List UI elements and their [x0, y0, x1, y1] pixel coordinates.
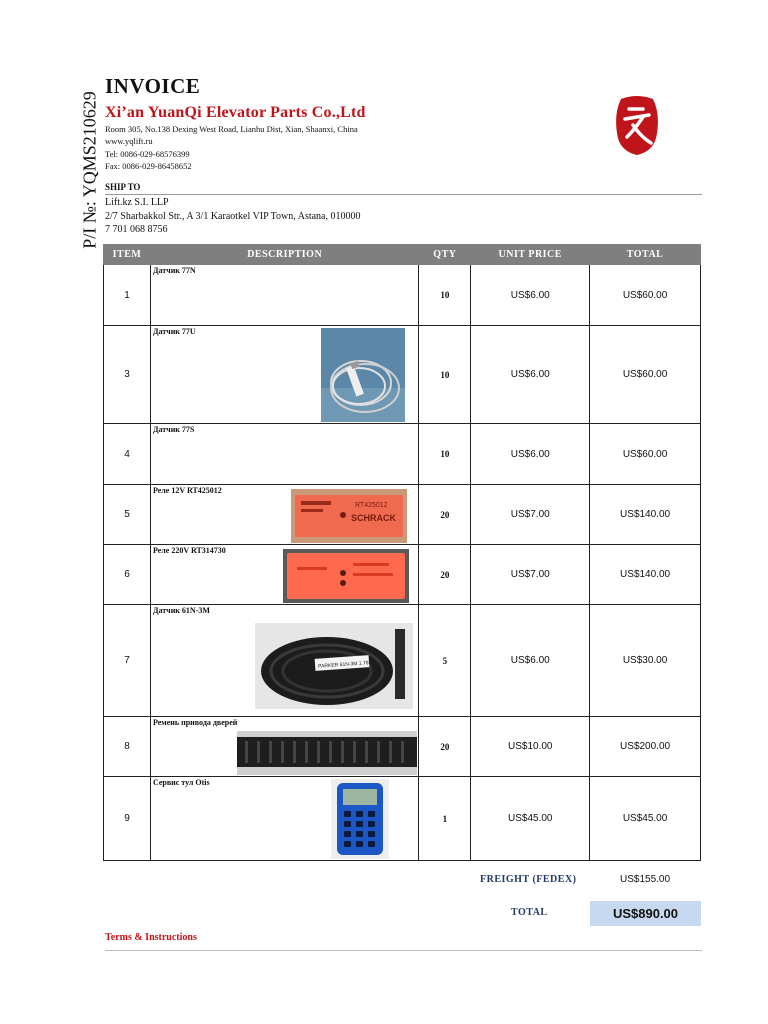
item-description	[150, 545, 418, 605]
table-row	[104, 717, 701, 777]
item-number: 9	[104, 777, 151, 861]
freight-label: FREIGHT (FEDEX)	[480, 874, 577, 885]
item-unit-price: US$7.00	[471, 545, 590, 605]
item-description-text: Датчик 61N-3M	[152, 606, 210, 615]
items-table	[103, 244, 701, 861]
total-label: TOTAL	[511, 907, 548, 918]
header-unit-price: UNIT PRICE	[471, 245, 590, 265]
sensor-cable-image	[321, 328, 405, 422]
table-header-row	[104, 245, 701, 265]
relay-model-text: RT425012	[354, 502, 388, 509]
item-description	[150, 717, 418, 777]
pi-number	[74, 90, 106, 250]
table-row	[104, 326, 701, 424]
company-logo-icon	[613, 93, 661, 157]
item-description-text: Датчик 77U	[152, 327, 196, 336]
item-description	[150, 326, 418, 424]
ship-to-block	[105, 196, 361, 237]
item-number: 1	[104, 265, 151, 326]
item-unit-price: US$10.00	[471, 717, 590, 777]
item-description-text: Сервис тул Otis	[152, 778, 210, 787]
item-total: US$45.00	[590, 777, 701, 861]
belt-image	[237, 731, 417, 775]
company-web: www.yqlift.ru	[105, 136, 153, 147]
item-qty: 10	[419, 424, 471, 485]
item-unit-price: US$45.00	[471, 777, 590, 861]
item-description	[150, 424, 418, 485]
item-number: 8	[104, 717, 151, 777]
ship-to-phone: 7 701 068 8756	[105, 224, 168, 235]
ship-to-company: Lift.kz S.I. LLP	[105, 197, 169, 208]
ship-to-address: 2/7 Sharbakkol Str., A 3/1 Karaotkel VIP Town, Astana, 010000	[105, 210, 361, 222]
item-description	[150, 265, 418, 326]
relay-image	[283, 549, 409, 603]
header-qty: QTY	[419, 245, 471, 265]
company-tel: Tel: 0086-029-68576399	[105, 148, 190, 159]
company-name: Xi’an YuanQi Elevator Parts Co.,Ltd	[105, 104, 366, 121]
service-tool-image	[331, 779, 389, 859]
relay-brand-text: SCHRACK	[350, 513, 396, 523]
header-total: TOTAL	[590, 245, 701, 265]
item-qty: 1	[419, 777, 471, 861]
relay-image	[291, 489, 407, 543]
item-number: 5	[104, 485, 151, 545]
item-qty: 10	[419, 326, 471, 424]
table-row	[104, 485, 701, 545]
item-qty: 20	[419, 717, 471, 777]
item-description-text: Датчик 77N	[152, 266, 196, 275]
item-description-text: Реле 220V RT314730	[152, 546, 226, 555]
item-total: US$140.00	[590, 545, 701, 605]
item-unit-price: US$6.00	[471, 265, 590, 326]
item-unit-price: US$6.00	[471, 424, 590, 485]
company-fax: Fax: 0086-029-86458652	[105, 160, 192, 171]
terms-instructions: Terms & Instructions	[105, 932, 197, 943]
table-row	[104, 605, 701, 717]
item-total: US$30.00	[590, 605, 701, 717]
item-description	[150, 485, 418, 545]
company-contact	[105, 123, 358, 172]
item-number: 3	[104, 326, 151, 424]
item-total: US$200.00	[590, 717, 701, 777]
pi-number-text: P/I №: YQMS210629	[79, 91, 100, 249]
item-qty: 5	[419, 605, 471, 717]
table-row	[104, 545, 701, 605]
item-qty: 20	[419, 485, 471, 545]
item-description	[150, 777, 418, 861]
item-total: US$140.00	[590, 485, 701, 545]
table-row	[104, 424, 701, 485]
freight-value: US$155.00	[620, 874, 671, 885]
table-row	[104, 777, 701, 861]
divider	[105, 194, 702, 195]
item-qty: 10	[419, 265, 471, 326]
grand-total: US$890.00	[590, 901, 701, 926]
item-number: 6	[104, 545, 151, 605]
item-number: 4	[104, 424, 151, 485]
item-description-text: Ремень привода дверей	[152, 718, 238, 727]
footer-divider	[105, 950, 702, 951]
header-description: DESCRIPTION	[150, 245, 418, 265]
invoice-title: INVOICE	[105, 74, 201, 98]
table-row	[104, 265, 701, 326]
item-description	[150, 605, 418, 717]
item-description-text: Реле 12V RT425012	[152, 486, 222, 495]
item-unit-price: US$6.00	[471, 605, 590, 717]
ship-to-label: SHIP TO	[105, 182, 141, 192]
coiled-cable-image	[255, 623, 413, 709]
item-description-text: Датчик 77S	[152, 425, 195, 434]
item-number: 7	[104, 605, 151, 717]
item-qty: 20	[419, 545, 471, 605]
item-total: US$60.00	[590, 326, 701, 424]
item-unit-price: US$7.00	[471, 485, 590, 545]
item-total: US$60.00	[590, 424, 701, 485]
item-unit-price: US$6.00	[471, 326, 590, 424]
item-total: US$60.00	[590, 265, 701, 326]
company-address: Room 305, No.138 Dexing West Road, Lianhu Dist, Xian, Shaanxi, China	[105, 124, 358, 134]
cable-tag-text: PARKER 61N-3M 1.783	[317, 659, 372, 670]
header-item: ITEM	[104, 245, 151, 265]
